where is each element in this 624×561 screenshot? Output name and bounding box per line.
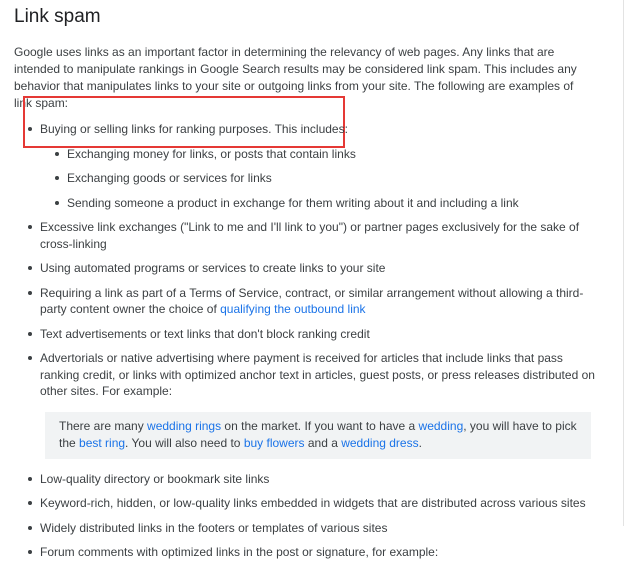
sub-item-exchanging-money: Exchanging money for links, or posts that contain links xyxy=(14,146,597,163)
example-box xyxy=(45,412,591,459)
link-wedding-dress[interactable]: wedding dress xyxy=(341,435,419,450)
list-item-footer-links: Widely distributed links in the footers or templates of various sites xyxy=(14,520,596,537)
example-text: on the market. If you want to have a xyxy=(221,418,419,433)
link-wedding-rings[interactable]: wedding rings xyxy=(147,418,222,433)
qualifying-outbound-link[interactable]: qualifying the outbound link xyxy=(220,302,366,316)
list-item-advertorials: Advertorials or native advertising where payment is received for articles that include links that pass ranking credit, or links with optimized anchor text in articles, guest posts, or press releases distributed on other sites. For example: xyxy=(14,350,596,400)
list-item-automated-programs: Using automated programs or services to create links to your site xyxy=(14,260,596,277)
example-text: There are many xyxy=(59,418,148,433)
sub-item-sending-product: Sending someone a product in exchange for them writing about it and including a link xyxy=(14,195,597,212)
list-item-text-ads: Text advertisements or text links that don't block ranking credit xyxy=(14,326,596,343)
list-item-widget-links: Keyword-rich, hidden, or low-quality links embedded in widgets that are distributed across various sites xyxy=(14,495,596,512)
list-item-text: Requiring a link as part of a Terms of Service, contract, or similar arrangement without allowing a third-party content owner the choice of xyxy=(40,285,584,316)
list-item-forum-comments: Forum comments with optimized links in the post or signature, for example: xyxy=(14,544,596,561)
link-buy-flowers[interactable]: buy flowers xyxy=(243,435,305,450)
link-spam-list xyxy=(14,121,624,400)
example-text: , you will have to pick the xyxy=(59,418,577,450)
intro-paragraph: Google uses links as an important factor in determining the relevancy of web pages. Any links that are intended to manipulate rankings in Google Search results may be considered link spam. This includes any behavior that manipulates links to your site or outgoing links from your site. The following are examples of link spam: xyxy=(14,45,577,110)
section-heading: Link spam xyxy=(14,6,101,27)
example-text: . You will also need to xyxy=(125,435,244,450)
link-spam-list-continued xyxy=(14,471,624,561)
list-item-buying-selling: Buying or selling links for ranking purposes. This includes: xyxy=(14,121,596,138)
list-item-directory-links: Low-quality directory or bookmark site links xyxy=(14,471,596,488)
list-item-terms-of-service xyxy=(14,285,596,318)
example-text: and a xyxy=(304,435,342,450)
link-wedding[interactable]: wedding xyxy=(418,418,464,433)
example-text: . xyxy=(418,435,422,450)
link-best-ring[interactable]: best ring xyxy=(79,435,126,450)
sub-item-exchanging-goods: Exchanging goods or services for links xyxy=(14,170,597,187)
list-item-link-exchanges: Excessive link exchanges ("Link to me and I'll link to you") or partner pages exclusively for the sake of cross-linking xyxy=(14,219,596,252)
